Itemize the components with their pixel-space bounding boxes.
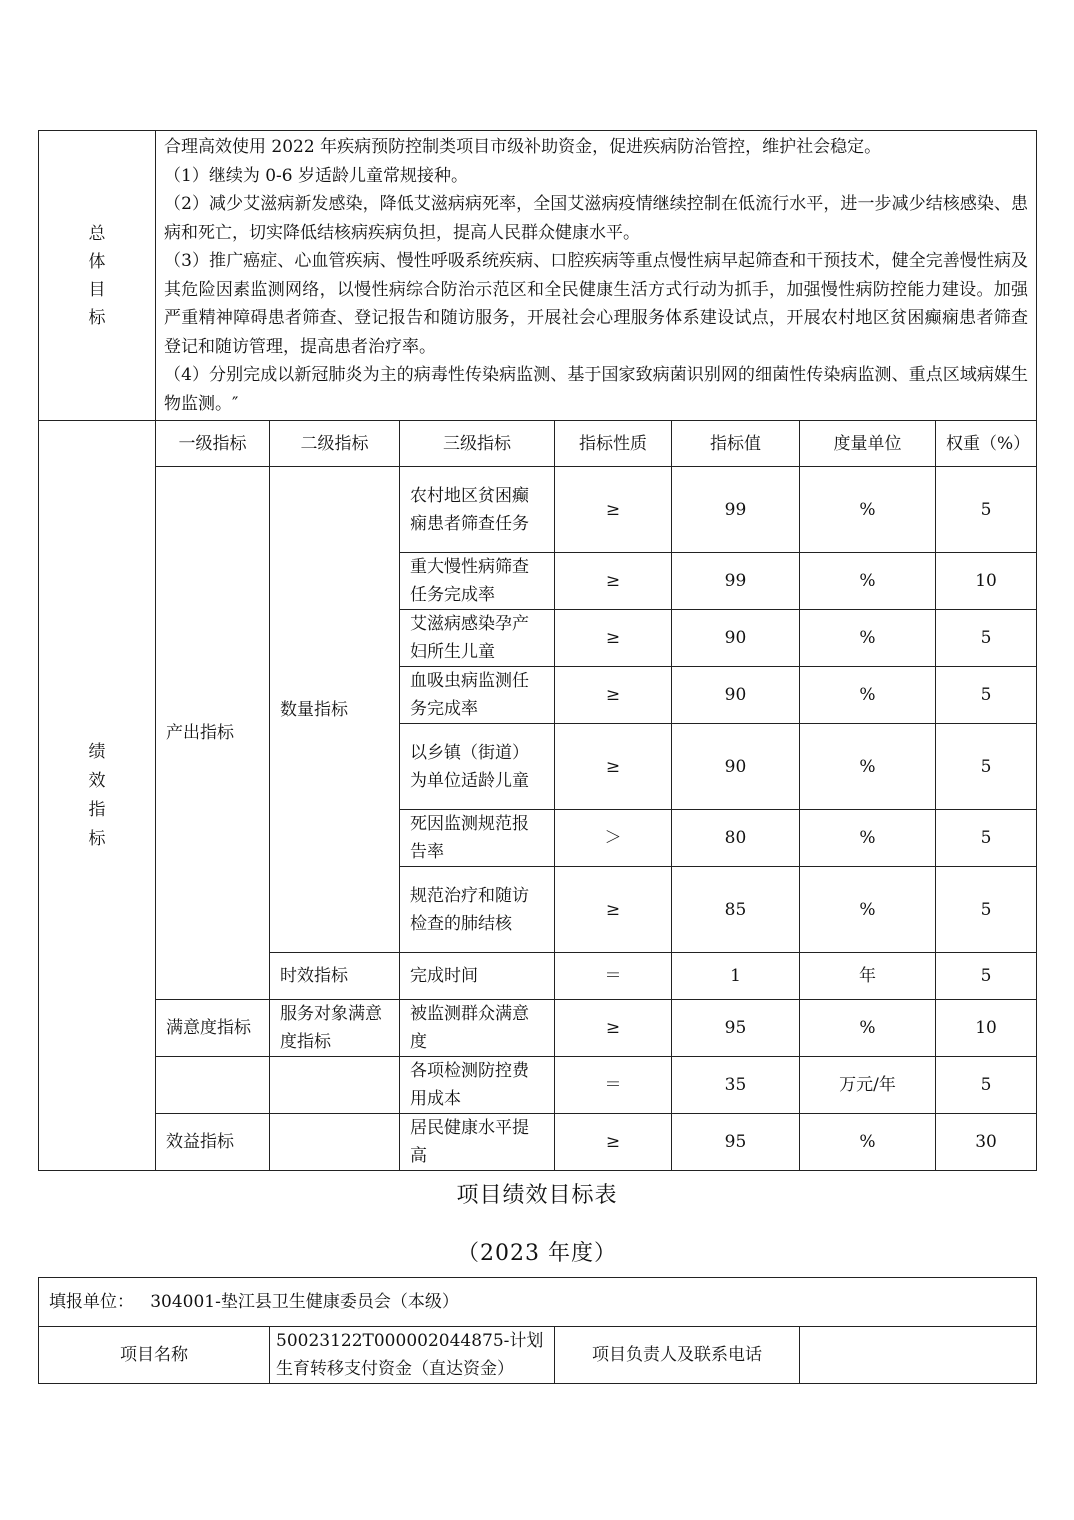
indicator-name: 规范治疗和随访检查的肺结核 [400, 867, 555, 953]
indicator-weight: 5 [936, 810, 1037, 867]
indicator-nature: ＝ [555, 1057, 672, 1114]
indicator-nature: ≥ [555, 1000, 672, 1057]
indicator-weight: 10 [936, 553, 1037, 610]
goal-line: 合理高效使用 2022 年疾病预防控制类项目市级补助资金，促进疾病防治管控，维护社会稳定。 [164, 137, 882, 157]
indicator-nature: ≥ [555, 553, 672, 610]
indicator-value: 95 [672, 1000, 800, 1057]
indicator-value: 95 [672, 1114, 800, 1171]
indicator-value: 35 [672, 1057, 800, 1114]
project-info-table [38, 1277, 1037, 1384]
table-row [39, 1000, 1037, 1057]
indicator-weight: 5 [936, 953, 1037, 1000]
header-unit: 度量单位 [800, 421, 936, 467]
indicator-nature: ≥ [555, 867, 672, 953]
overall-goal-text [156, 131, 1037, 421]
performance-indicator-label: 绩 效 指 标 [39, 421, 156, 1171]
goal-line: （2）减少艾滋病新发感染，降低艾滋病病死率，全国艾滋病疫情继续控制在低流行水平，进一步减少结核感染、患病和死亡，切实降低结核病疾病负担，提高人民群众健康水平。 [164, 194, 1029, 243]
form-year: （2023 年度） [457, 1241, 617, 1266]
indicator-weight: 30 [936, 1114, 1037, 1171]
indicator-value: 90 [672, 667, 800, 724]
reporting-unit-row [39, 1278, 1037, 1327]
level1-satisfaction: 满意度指标 [156, 1000, 270, 1057]
indicator-name: 各项检测防控费用成本 [400, 1057, 555, 1114]
indicator-name: 重大慢性病筛查任务完成率 [400, 553, 555, 610]
indicator-unit: 万元/年 [800, 1057, 936, 1114]
indicator-nature: ＝ [555, 953, 672, 1000]
form-title: 项目绩效目标表 [456, 1183, 618, 1208]
indicator-unit: % [800, 1114, 936, 1171]
goal-line: （3）推广癌症、心血管疾病、慢性呼吸系统疾病、口腔疾病等重点慢性病早起筛查和干预技术，健全完善慢性病及其危险因素监测网络，以慢性病综合防治示范区和全民健康生活方式行动为抓手，加强慢性病防控能力建设。加强严重精神障碍患者筛查、登记报告和随访服务，开展社会心理服务体系建设试点，开展农村地区贫困癫痫患者筛查登记和随访管理，提高患者治疗率。 [164, 251, 1029, 357]
indicator-unit: % [800, 667, 936, 724]
level2-timeliness: 时效指标 [270, 953, 400, 1000]
indicator-unit: % [800, 467, 936, 553]
indicator-value: 99 [672, 467, 800, 553]
indicator-nature: ≥ [555, 724, 672, 810]
indicator-name: 农村地区贫困癫痫患者筛查任务 [400, 467, 555, 553]
level2-empty [270, 1114, 400, 1171]
indicator-weight: 5 [936, 467, 1037, 553]
indicator-unit: % [800, 610, 936, 667]
contact-value [800, 1327, 1037, 1384]
indicator-nature: ≥ [555, 667, 672, 724]
indicator-nature: ≥ [555, 467, 672, 553]
indicator-unit: % [800, 553, 936, 610]
indicator-unit: % [800, 867, 936, 953]
reporting-unit-value: 304001-垫江县卫生健康委员会（本级） [150, 1292, 459, 1312]
level2-quantity: 数量指标 [270, 467, 400, 953]
indicator-name: 居民健康水平提高 [400, 1114, 555, 1171]
indicator-name: 完成时间 [400, 953, 555, 1000]
project-name-value: 50023122T000002044875-计划生育转移支付资金（直达资金） [270, 1327, 555, 1384]
reporting-unit-label: 填报单位： [49, 1292, 134, 1312]
indicator-name: 被监测群众满意度 [400, 1000, 555, 1057]
indicator-weight: 5 [936, 867, 1037, 953]
indicator-value: 90 [672, 610, 800, 667]
goal-line: （1）继续为 0-6 岁适龄儿童常规接种。 [164, 165, 468, 186]
level2-empty [270, 1057, 400, 1114]
goal-line: （4）分别完成以新冠肺炎为主的病毒性传染病监测、基于国家致病菌识别网的细菌性传染病监测、重点区域病媒生物监测。″ [164, 365, 1029, 414]
indicator-weight: 5 [936, 610, 1037, 667]
indicator-weight: 10 [936, 1000, 1037, 1057]
indicator-unit: % [800, 724, 936, 810]
indicator-value: 90 [672, 724, 800, 810]
indicator-name: 血吸虫病监测任务完成率 [400, 667, 555, 724]
table-row [39, 467, 1037, 553]
indicator-name: 以乡镇（街道）为单位适龄儿童 [400, 724, 555, 810]
table-row [39, 1114, 1037, 1171]
header-weight: 权重（%） [936, 421, 1037, 467]
header-nature: 指标性质 [555, 421, 672, 467]
performance-goal-table [38, 130, 1037, 1171]
indicator-nature: ≥ [555, 1114, 672, 1171]
indicator-value: 99 [672, 553, 800, 610]
indicator-nature: ≥ [555, 610, 672, 667]
contact-label: 项目负责人及联系电话 [555, 1327, 800, 1384]
level1-benefit: 效益指标 [156, 1114, 270, 1171]
indicator-unit: 年 [800, 953, 936, 1000]
header-level1: 一级指标 [156, 421, 270, 467]
indicator-weight: 5 [936, 667, 1037, 724]
indicator-name: 死因监测规范报告率 [400, 810, 555, 867]
overall-goal-label: 总 体 目 标 [39, 131, 156, 421]
project-name-label: 项目名称 [39, 1327, 270, 1384]
header-level2: 二级指标 [270, 421, 400, 467]
indicator-unit: % [800, 810, 936, 867]
indicator-name: 艾滋病感染孕产妇所生儿童 [400, 610, 555, 667]
level1-output: 产出指标 [156, 467, 270, 1000]
level2-satisfaction: 服务对象满意度指标 [270, 1000, 400, 1057]
indicator-nature: ＞ [555, 810, 672, 867]
header-value: 指标值 [672, 421, 800, 467]
indicator-value: 85 [672, 867, 800, 953]
header-level3: 三级指标 [400, 421, 555, 467]
table-row [39, 1057, 1037, 1114]
indicator-weight: 5 [936, 724, 1037, 810]
indicator-value: 80 [672, 810, 800, 867]
indicator-weight: 5 [936, 1057, 1037, 1114]
level1-empty [156, 1057, 270, 1114]
indicator-value: 1 [672, 953, 800, 1000]
indicator-unit: % [800, 1000, 936, 1057]
